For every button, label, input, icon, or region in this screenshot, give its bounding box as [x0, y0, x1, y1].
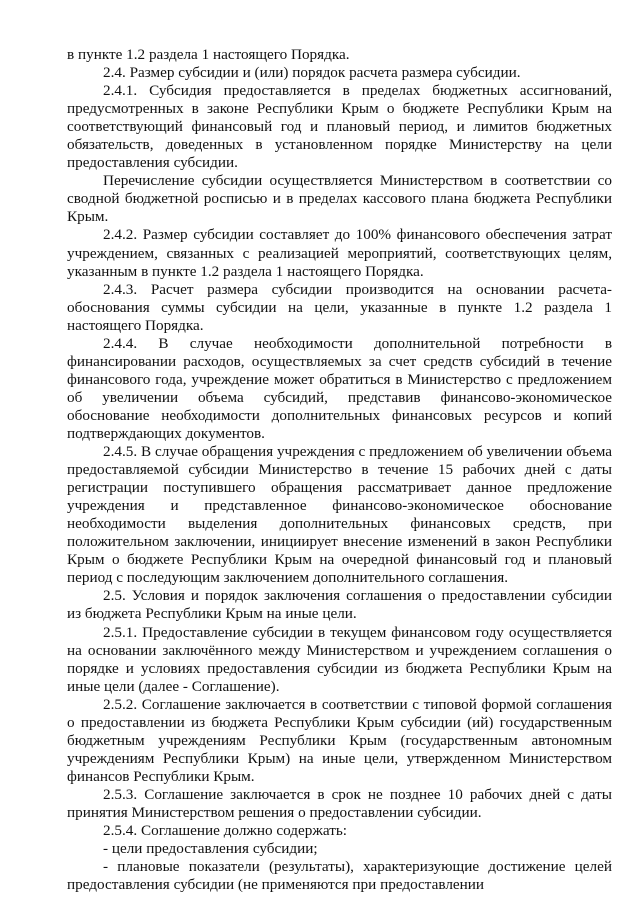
paragraph-2-4-1: 2.4.1. Субсидия предоставляется в пределах бюджетных ассигнований, предусмотренных в законе Республики Крым о бюджете Республики Крым на соответствующий финансовый год и плановый период, и лимитов бюджетных обязательств, доведенных в установленном порядке Министерству на цели предоставления субсидии. — [67, 82, 612, 172]
paragraph-continuation: в пункте 1.2 раздела 1 настоящего Порядка. — [67, 46, 350, 63]
paragraph-2-5-1: 2.5.1. Предоставление субсидии в текущем финансовом году осуществляется на основании заключённого между Министерством и учреждением соглашения о порядке и условиях предоставления субсидии из бюджета Республики Крым на иные цели (далее - Соглашение). — [67, 623, 612, 695]
paragraph-2-5-3: 2.5.3. Соглашение заключается в срок не позднее 10 рабочих дней с даты принятия Министерством решения о предоставлении субсидии. — [67, 785, 612, 821]
section-heading-2-5: 2.5. Условия и порядок заключения соглашения о предоставлении субсидии из бюджета Республики Крым на иные цели. — [67, 587, 612, 623]
paragraph-transfer: Перечисление субсидии осуществляется Министерством в соответствии со сводной бюджетной росписью и в пределах кассового плана бюджета Республики Крым. — [67, 172, 612, 226]
section-heading-2-4: 2.4. Размер субсидии и (или) порядок расчета размера субсидии. — [103, 64, 521, 82]
paragraph-2-4-2: 2.4.2. Размер субсидии составляет до 100% финансового обеспечения затрат учреждением, связанных с реализацией мероприятий, соответствующих целям, указанным в пункте 1.2 раздела 1 настоящего Порядка. — [67, 226, 612, 280]
document-page — [67, 46, 612, 894]
list-item: - цели предоставления субсидии; — [103, 840, 318, 858]
paragraph-2-4-3: 2.4.3. Расчет размера субсидии производится на основании расчета-обоснования суммы субсидии на цели, указанные в пункте 1.2 раздела 1 настоящего Порядка. — [67, 280, 612, 334]
paragraph-2-5-4: 2.5.4. Соглашение должно содержать: — [103, 822, 347, 840]
list-item: - плановые показатели (результаты), характеризующие достижение целей предоставления субсидии (не применяются при предоставлении — [67, 858, 612, 894]
paragraph-2-4-4: 2.4.4. В случае необходимости дополнительной потребности в финансировании расходов, осуществляемых за счет средств субсидий в течение финансового года, учреждение может обратиться в Министерство с предложением об увеличении объема субсидий, представив финансово-экономическое обоснование необходимости дополнительных финансовых ресурсов и копий подтверждающих документов. — [67, 334, 612, 442]
paragraph-2-4-5: 2.4.5. В случае обращения учреждения с предложением об увеличении объема предоставляемой субсидии Министерство в течение 15 рабочих дней с даты регистрации поступившего обращения рассматривает данное предложение учреждения и представленное финансово-экономическое обоснование необходимости выделения дополнительных финансовых средств, при положительном заключении, инициирует внесение изменений в закон Республики Крым о бюджете Республики Крым на очередной финансовый год и плановый период с последующим заключением дополнительного соглашения. — [67, 443, 612, 587]
paragraph-2-5-2: 2.5.2. Соглашение заключается в соответствии с типовой формой соглашения о предоставлении из бюджета Республики Крым субсидии (ий) государственным бюджетным учреждениям Республики Крым (государственным автономным учреждениям Республики Крым) на иные цели, утвержденном Министерством финансов Республики Крым. — [67, 695, 612, 785]
